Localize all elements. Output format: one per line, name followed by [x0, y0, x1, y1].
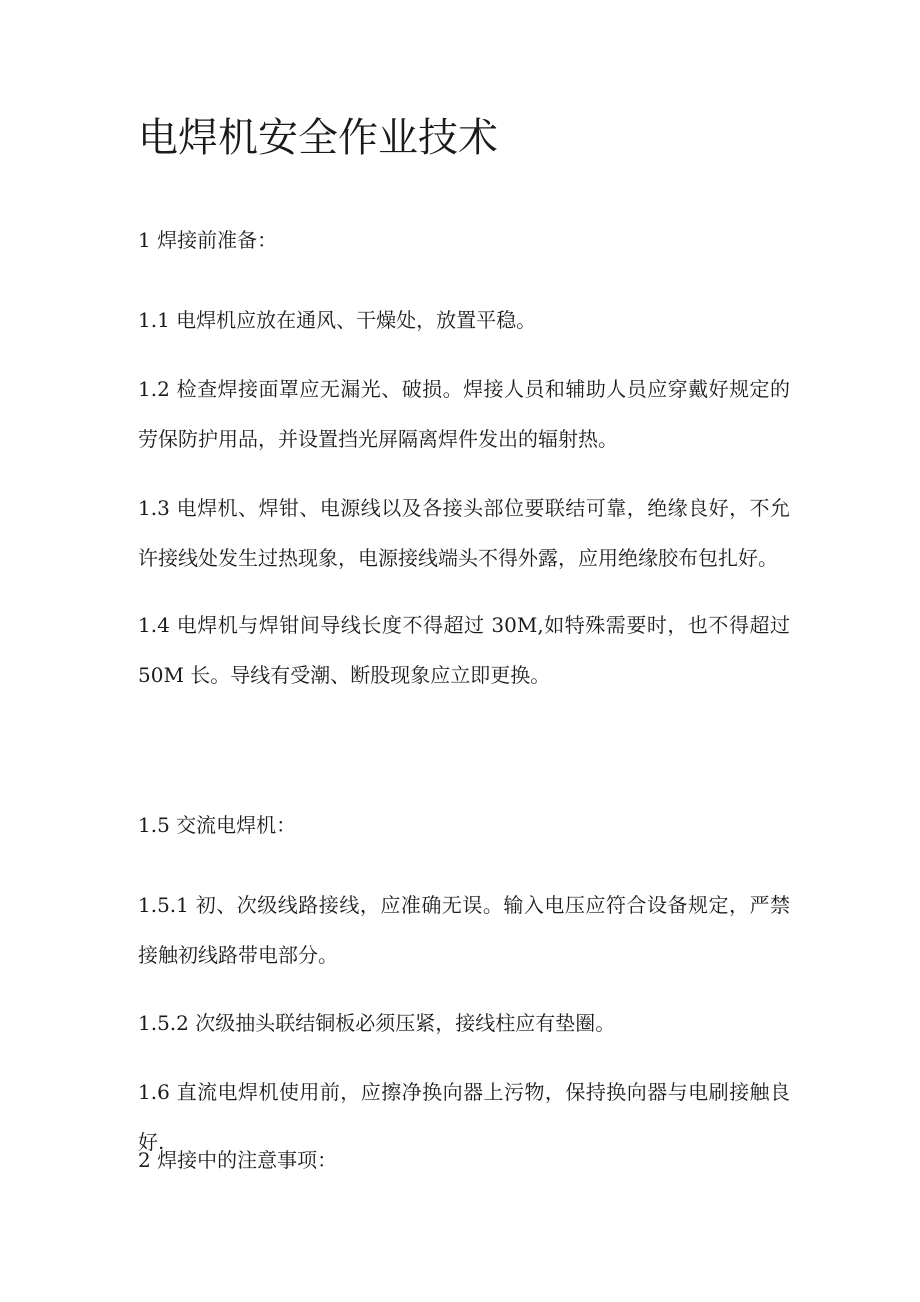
- section-heading-1: 1 焊接前准备：: [138, 228, 278, 252]
- paragraph-1-5-2: 1.5.2 次级抽头联结铜板必须压紧，接线柱应有垫圈。: [138, 1011, 616, 1035]
- paragraph-1-3: 1.3 电焊机、焊钳、电源线以及各接头部位要联结可靠，绝缘良好，不允许接线处发生过热现象，电源接线端头不得外露，应用绝缘胶布包扎好。: [138, 496, 790, 570]
- paragraph-1-6: 1.6 直流电焊机使用前，应擦净换向器上污物，保持换向器与电刷接触良好.: [138, 1080, 790, 1154]
- paragraph-1-5-1: 1.5.1 初、次级线路接线，应准确无误。输入电压应符合设备规定，严禁接触初线路带电部分。: [138, 893, 790, 967]
- paragraph-1-4: 1.4 电焊机与焊钳间导线长度不得超过 30M,如特殊需要时，也不得超过 50M 长。导线有受潮、断股现象应立即更换。: [138, 613, 790, 687]
- section-heading-1-5: 1.5 交流电焊机：: [138, 813, 297, 837]
- paragraph-1-1: 1.1 电焊机应放在通风、干燥处，放置平稳。: [138, 308, 537, 332]
- section-heading-2: 2 焊接中的注意事项：: [138, 1148, 338, 1172]
- document-title: 电焊机安全作业技术: [138, 115, 498, 161]
- paragraph-1-2: 1.2 检查焊接面罩应无漏光、破损。焊接人员和辅助人员应穿戴好规定的劳保防护用品，并设置挡光屏隔离焊件发出的辐射热。: [138, 377, 790, 451]
